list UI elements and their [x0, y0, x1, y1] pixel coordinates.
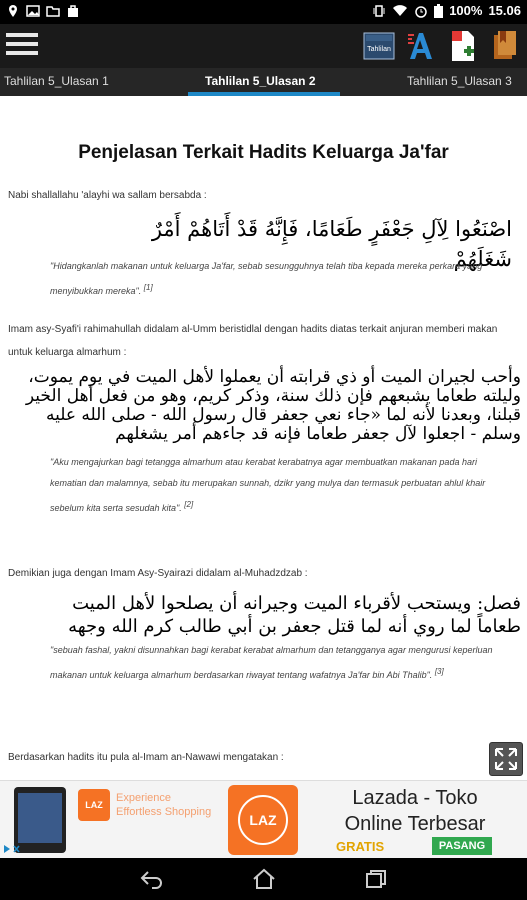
status-bar: [0, 0, 527, 24]
wifi-icon: [392, 4, 408, 18]
arabic-muhadzdzab-quote: فصل: ويستحب لأقرباء الميت وجيرانه أن يصلحوا لأهل الميت طعاماً لما روي أنه لما قتل جعفر بن أبي طالب كرم الله وجهه: [68, 593, 521, 637]
font-size-icon[interactable]: [403, 28, 439, 64]
footnote-2[interactable]: [2]: [184, 500, 194, 509]
ad-tagline: Experience Effortless Shopping: [116, 792, 212, 818]
expand-icon: [494, 747, 518, 771]
vibrate-icon: [372, 4, 386, 18]
tab-ulasan-3[interactable]: Tahlilan 5_Ulasan 3: [407, 74, 512, 88]
footnote-1[interactable]: [1]: [143, 283, 153, 292]
app-bar: [0, 24, 527, 68]
tab-bar: [0, 68, 527, 96]
translation-3: "sebuah fashal, yakni disunnahkan bagi kerabat kerabat almarhum dan tetangganya agar mengurusi keperluan makanan untuk keluarga almarhum berdasarkan riwayat tentang wafatnya Ja'far bin Abi Thalib". [3]: [50, 645, 493, 680]
folder-icon: [46, 4, 60, 18]
hamburger-icon[interactable]: [6, 30, 38, 62]
recent-apps-icon[interactable]: [361, 866, 391, 892]
tahlilan-book-icon[interactable]: [361, 28, 397, 64]
tab-ulasan-1[interactable]: Tahlilan 5_Ulasan 1: [4, 74, 109, 88]
ad-gratis-label: GRATIS: [336, 839, 385, 854]
arabic-syafii-quote: وأحب لجيران الميت أو ذي قرابته أن يعملوا لأهل الميت في يوم يموت، وليلته طعاما يشبعهم فإن ذلك سنة، وذكر كريم، وهو من فعل أهل الخير قبلنا، وبعدنا لأنه لما «جاء نعي جعفر قال رسول الله - صلى الله عليه وسلم - اجعلوا لآل جعفر طعاما فإنه قد جاءهم أمر يشغلهم: [25, 367, 521, 444]
location-icon: [6, 4, 20, 18]
article-content[interactable]: [0, 96, 527, 780]
bookmark-icon[interactable]: [487, 28, 523, 64]
page-title: Penjelasan Terkait Hadits Keluarga Ja'far: [78, 142, 449, 163]
ad-choices-icon[interactable]: [2, 843, 24, 857]
ad-title: Lazada - Toko Online Terbesar: [344, 787, 486, 835]
translation-1: "Hidangkanlah makanan untuk keluarga Ja'far, sebab sesungguhnya telah tiba kepada mereka perkara yang menyibukkan mereka". [1]: [50, 261, 483, 296]
paragraph-1: Nabi shallallahu 'alayhi wa sallam bersabda :: [8, 190, 207, 201]
paragraph-2: Imam asy-Syafi'i rahimahullah didalam al-Umm beristidlal dengan hadits diatas terkait anjuran memberi makan untuk keluarga almarhum :: [8, 324, 498, 358]
lazada-small-logo: LAZ: [78, 789, 110, 821]
arabic-hadith: اصْنَعُوا لِآلِ جَعْفَرٍ طَعَامًا، فَإِنَّهُ قَدْ أَتَاهُمْ أَمْرٌ شَغَلَهُمْ: [151, 217, 512, 271]
tab-ulasan-2[interactable]: Tahlilan 5_Ulasan 2: [205, 74, 316, 88]
image-icon: [26, 4, 40, 18]
paragraph-4: Berdasarkan hadits itu pula al-Imam an-Nawawi mengatakan :: [8, 752, 284, 763]
book-label: Tahlilan: [367, 46, 391, 53]
bag-icon: [66, 4, 80, 18]
ad-install-button[interactable]: PASANG: [432, 837, 492, 855]
battery-icon: [434, 4, 443, 18]
translation-2: "Aku mengajurkan bagi tetangga almarhum atau kerabat kerabatnya agar membuatkan makanan pada hari kematian dan malamnya, sebab itu merupakan sunnah, dzikr yang mulya dan termasuk perbuatan ahlul khair sebelum kita serta sesudah kita". [2]: [50, 457, 486, 513]
battery-level: 100%: [449, 3, 483, 18]
add-note-icon[interactable]: [445, 28, 481, 64]
footnote-3[interactable]: [3]: [434, 667, 444, 676]
ad-banner[interactable]: [0, 780, 527, 858]
clock: 15.06: [488, 3, 521, 18]
paragraph-3: Demikian juga dengan Imam Asy-Syairazi didalam al-Muhadzdzab :: [8, 568, 308, 579]
fullscreen-button[interactable]: [489, 742, 523, 776]
back-icon[interactable]: [137, 866, 167, 892]
home-icon[interactable]: [249, 866, 279, 892]
alarm-icon: [414, 4, 428, 18]
lazada-logo: LAZ: [228, 785, 298, 855]
navigation-bar: [0, 858, 527, 900]
